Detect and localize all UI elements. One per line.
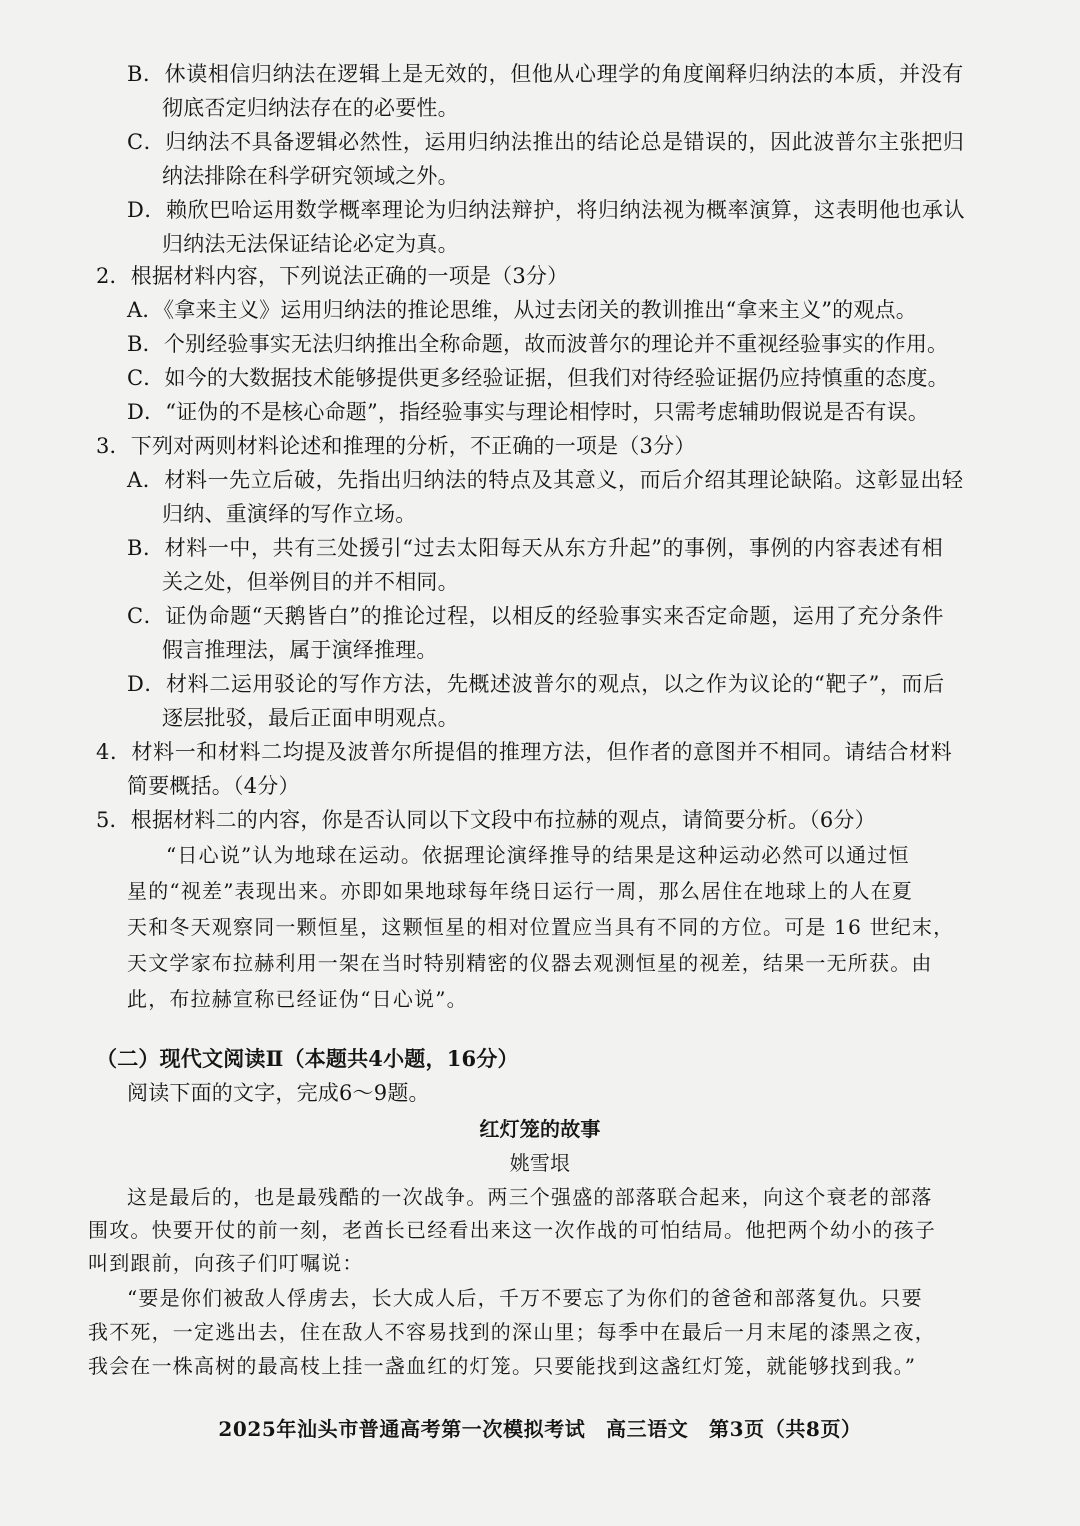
q4-stem-line1: 4．材料一和材料二均提及波普尔所提倡的推理方法，但作者的意图并不相同。请结合材料 [96,740,953,764]
q1-option-d-line2: 归纳法无法保证结论必定为真。 [162,232,459,256]
section-2-header: （二）现代文阅读Ⅱ（本题共4小题，16分） [96,1046,519,1071]
story-line: 我会在一株高树的最高枝上挂一盏血红的灯笼。只要能找到这盏红灯笼，就能够找到我。” [88,1354,917,1378]
story-line: 我不死，一定逃出去，住在敌人不容易找到的深山里；每季中在最后一月末尾的漆黑之夜， [88,1320,936,1344]
q5-passage-line: “日心说”认为地球在运动。依据理论演绎推导的结果是这种运动必然可以通过恒 [166,843,910,867]
q1-option-b-line1: B．休谟相信归纳法在逻辑上是无效的，但他从心理学的角度阐释归纳法的本质，并没有 [127,62,964,86]
story-author: 姚雪垠 [509,1151,571,1175]
page-footer: 2025年汕头市普通高考第一次模拟考试 高三语文 第3页（共8页） [218,1417,862,1441]
q3-option-b-line1: B．材料一中，共有三处援引“过去太阳每天从东方升起”的事例，事例的内容表述有相 [127,536,944,560]
q4-stem-line2: 简要概括。（4分） [127,774,300,798]
q3-option-b-line2: 关之处，但举例目的并不相同。 [162,570,459,594]
q3-option-d-line2: 逐层批驳，最后正面申明观点。 [162,706,459,730]
q1-option-c-line1: C．归纳法不具备逻辑必然性，运用归纳法推出的结论总是错误的，因此波普尔主张把归 [127,130,965,154]
q5-stem: 5．根据材料二的内容，你是否认同以下文段中布拉赫的观点，请简要分析。（6分） [96,808,876,832]
q2-option-b: B．个别经验事实无法归纳推出全称命题，故而波普尔的理论并不重视经验事实的作用。 [127,332,949,356]
q3-option-d-line1: D．材料二运用驳论的写作方法，先概述波普尔的观点，以之作为议论的“靶子”，而后 [127,672,945,696]
section-2-instruction: 阅读下面的文字，完成6～9题。 [127,1081,430,1105]
q1-option-c-line2: 纳法排除在科学研究领域之外。 [162,164,459,188]
q2-option-a: A．《拿来主义》运用归纳法的推论思维，从过去闭关的教训推出“拿来主义”的观点。 [127,298,917,322]
q1-option-b-line2: 彻底否定归纳法存在的必要性。 [162,96,459,120]
q2-option-c: C．如今的大数据技术能够提供更多经验证据，但我们对待经验证据仍应持慎重的态度。 [127,366,949,390]
story-line: “要是你们被敌人俘虏去，长大成人后，千万不要忘了为你们的爸爸和部落复仇。只要 [127,1286,923,1310]
q3-stem: 3．下列对两则材料论述和推理的分析，不正确的一项是（3分） [96,434,696,458]
q5-passage-line: 天文学家布拉赫利用一架在当时特别精密的仪器去观测恒星的视差，结果一无所获。由 [127,951,933,975]
q1-option-d-line1: D．赖欣巴哈运用数学概率理论为归纳法辩护，将归纳法视为概率演算，这表明他也承认 [127,198,966,222]
story-title: 红灯笼的故事 [479,1117,601,1141]
q5-passage-line: 星的“视差”表现出来。亦即如果地球每年绕日运行一周，那么居住在地球上的人在夏 [127,879,914,903]
story-line: 叫到跟前，向孩子们叮嘱说： [88,1251,364,1275]
q3-option-a-line2: 归纳、重演绎的写作立场。 [162,502,417,526]
q2-option-d: D．“证伪的不是核心命题”，指经验事实与理论相悖时，只需考虑辅助假说是否有误。 [127,400,930,424]
q2-stem: 2．根据材料内容，下列说法正确的一项是（3分） [96,264,569,288]
story-line: 这是最后的，也是最残酷的一次战争。两三个强盛的部落联合起来，向这个衰老的部落 [127,1185,933,1209]
q5-passage-line: 此，布拉赫宣称已经证伪“日心说”。 [127,987,468,1011]
q3-option-a-line1: A．材料一先立后破，先指出归纳法的特点及其意义，而后介绍其理论缺陷。这彰显出轻 [127,468,964,492]
q3-option-c-line2: 假言推理法，属于演绎推理。 [162,638,438,662]
q3-option-c-line1: C．证伪命题“天鹅皆白”的推论过程，以相反的经验事实来否定命题，运用了充分条件 [127,604,944,628]
q5-passage-line: 天和冬天观察同一颗恒星，这颗恒星的相对位置应当具有不同的方位。可是 16 世纪末， [127,915,955,939]
story-line: 围攻。快要开仗的前一刻，老酋长已经看出来这一次作战的可怕结局。他把两个幼小的孩子 [88,1218,936,1242]
